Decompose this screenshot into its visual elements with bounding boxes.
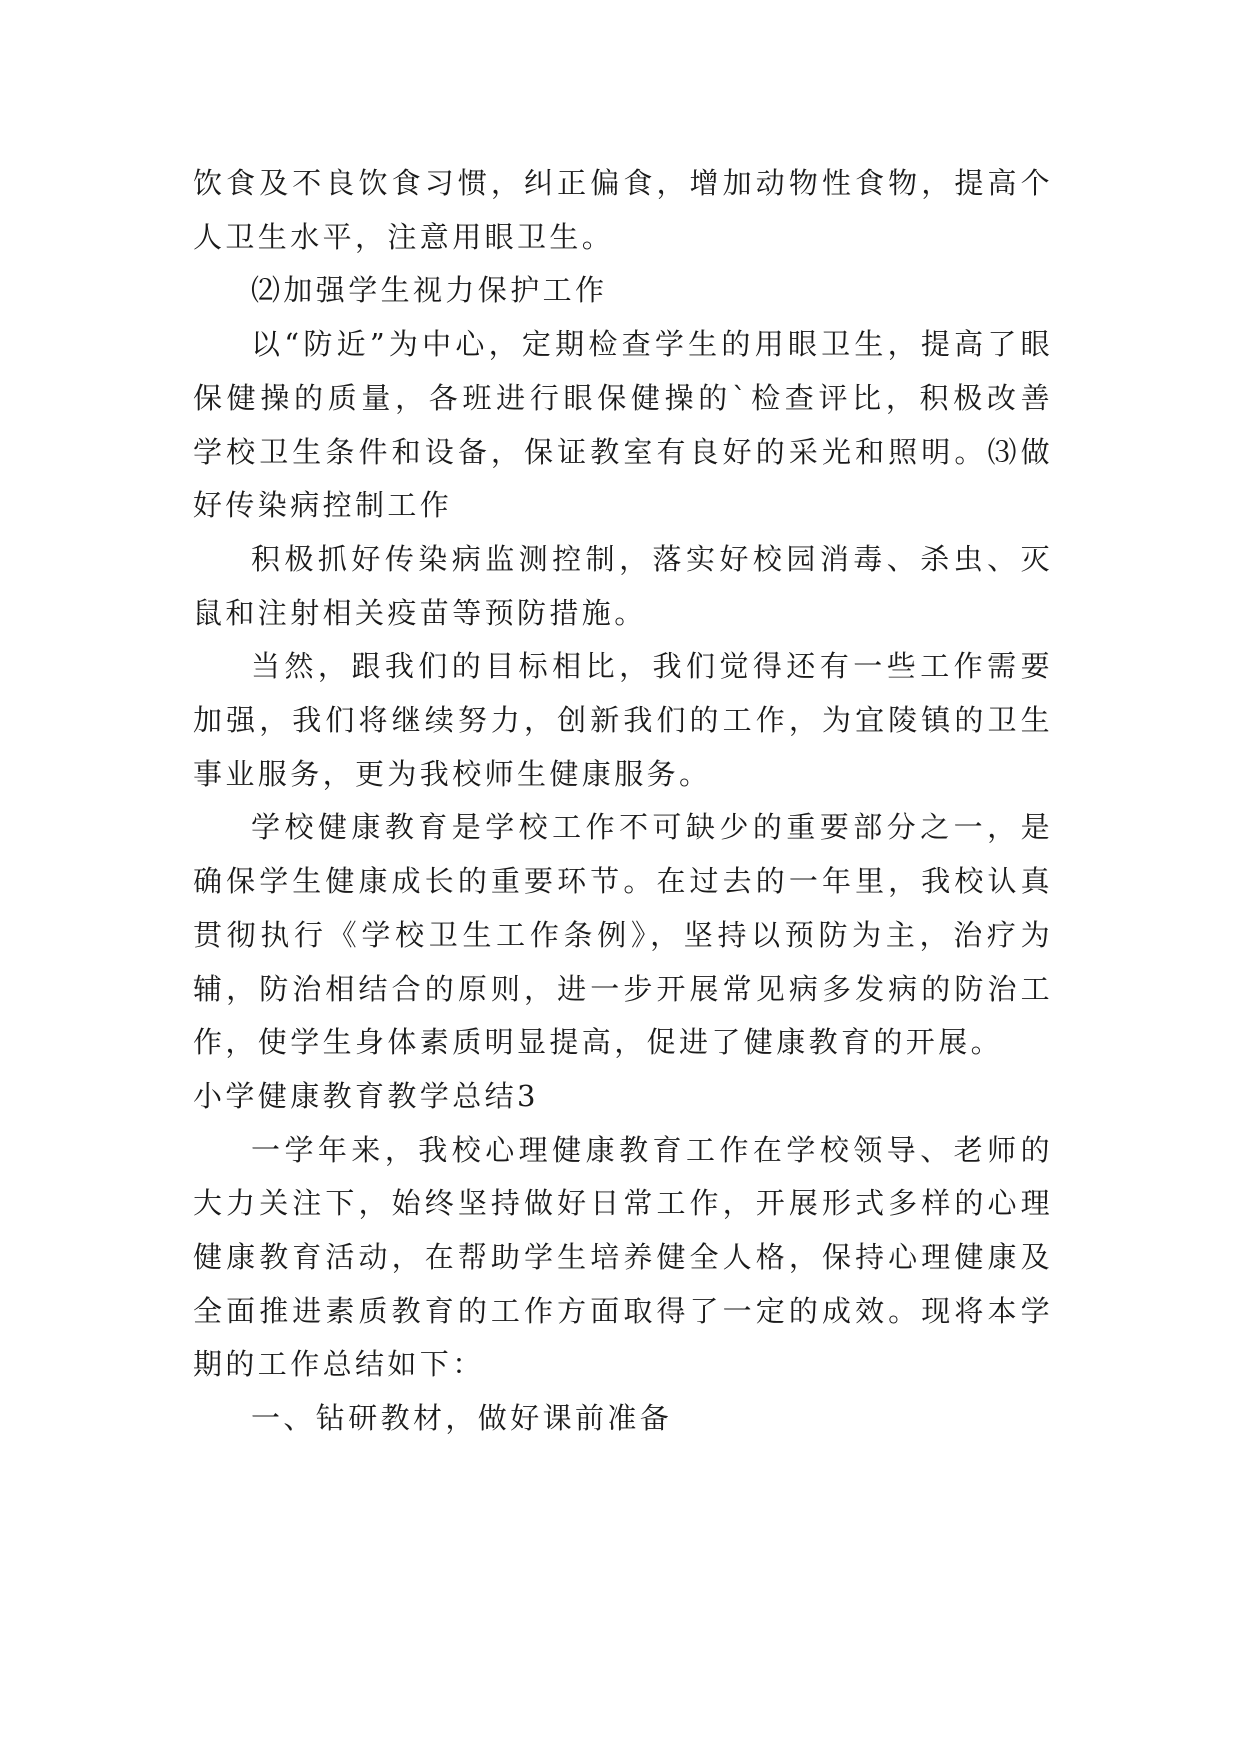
paragraph-future-goals: 当然，跟我们的目标相比，我们觉得还有一些工作需要加强，我们将继续努力，创新我们的工作，为宜陵镇的卫生事业服务，更为我校师生健康服务。 [193, 649, 1053, 791]
document-body [193, 157, 1053, 1446]
subheading-textbook-preparation: 一、钻研教材，做好课前准备 [251, 1401, 673, 1436]
section-title-summary-3: 小学健康教育教学总结3 [193, 1078, 539, 1113]
paragraph-myopia-prevention: 以“防近”为中心，定期检查学生的用眼卫生，提高了眼保健操的质量，各班进行眼保健操的`检查评比，积极改善学校卫生条件和设备，保证教室有良好的采光和照明。⑶做好传染病控制工作 [193, 327, 1053, 523]
paragraph-diet-habits: 饮食及不良饮食习惯，纠正偏食，增加动物性食物，提高个人卫生水平，注意用眼卫生。 [193, 166, 1053, 254]
paragraph-health-education-summary: 学校健康教育是学校工作不可缺少的重要部分之一，是确保学生健康成长的重要环节。在过去的一年里，我校认真贯彻执行《学校卫生工作条例》，坚持以预防为主，治疗为辅，防治相结合的原则，进一步开展常见病多发病的防治工作，使学生身体素质明显提高，促进了健康教育的开展。 [193, 810, 1053, 1060]
paragraph-disease-control: 积极抓好传染病监测控制，落实好校园消毒、杀虫、灭鼠和注射相关疫苗等预防措施。 [193, 541, 1053, 630]
paragraph-psychological-health: 一学年来，我校心理健康教育工作在学校领导、老师的大力关注下，始终坚持做好日常工作，开展形式多样的心理健康教育活动，在帮助学生培养健全人格，保持心理健康及全面推进素质教育的工作方面取得了一定的成效。现将本学期的工作总结如下： [193, 1132, 1053, 1382]
subheading-vision-protection: ⑵加强学生视力保护工作 [251, 273, 608, 308]
